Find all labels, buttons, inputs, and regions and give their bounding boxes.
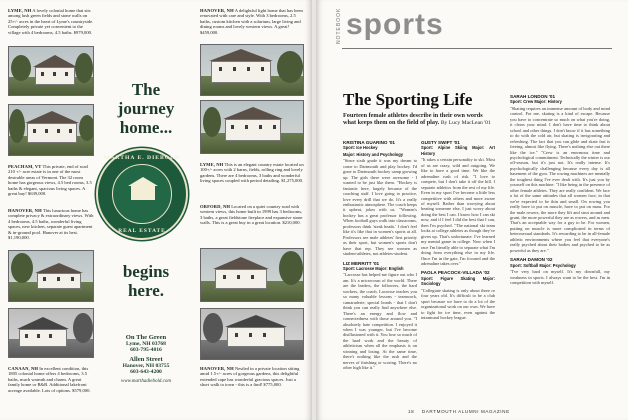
house-photo-peacham (8, 104, 94, 156)
listing-text: This private, end of road 210 +/- acre estate is in one of the most desirable areas of Vermont. The 32 room home has gorgeous views, 4.5 bed rooms, 3.5 baths & elegant, spacious living spaces. A great buy! $639,000. (8, 164, 92, 197)
office1-phone: 603-795-4816 (130, 347, 162, 353)
listing-text: In excellent condition, this 1805 colonial home offers 4 bedrooms, 3.5 baths, much warmth and charm. A great family home or B&B. Additional lakefront acreage available. Lots of options. $579,000. (8, 366, 91, 393)
article-column-3 (510, 92, 610, 404)
headline-word: begins (122, 262, 170, 281)
listing-hanover-2 (8, 208, 94, 240)
athlete-name: LIZ MERRITT '01 (343, 260, 380, 266)
byline: By Lucy MacLean '01 (440, 120, 491, 127)
article-deck (343, 112, 495, 127)
ad-contact (98, 334, 194, 384)
athlete-name: SARAH LONDON '01 (510, 94, 555, 99)
listing-lead: PEACHAM, VT (8, 164, 42, 169)
section-divider (342, 48, 612, 49)
listing-lyme-2 (200, 162, 304, 184)
athlete-quote: "Skating requires an immense amount of body and mind control. For me, skating is a kind of escape. Because you have to concentrate so much on what you're doing, it clears your mind. I don't have time to think about school and other things. I don't know if it has something to do with the cold air, but skating is invigorating and refreshing. The fact that you can glide and skate fast is freeing, almost like flying. There's nothing else out there like the ice." "Crew is an enormous time and psychological commitment. Technically the winter is our off-season, but it's just not. It's really intense. It's psychologically challenging because every day is all basement of the gym. The rowing machines are mentally the toughest thing I've ever dealt with. It's just you by yourself on this machine. "I like being in the presence of other female athletes. They are really confident. We face a lot of the same attitudes that all women face, in that we're expected to be thin and small. On rowing you really have to put on muscle, have to put on mass. For the male rowers, the more they lift and strut around and grunt, the more powerful they are as rowers, and as men. That's an acceptable way for a guy to be. For women, putting on muscle is more complicated in terms of heterosexual standards. It's rewarding to be in all-female athletic environments where you feel that everyone's really psyched about their bodies and psyched to be as powerful as they are." (510, 105, 610, 253)
listing-hanover-1 (200, 8, 304, 35)
ad-page (0, 0, 312, 420)
diebold-seal-logo (96, 148, 188, 240)
listing-lead: HANOVER, NH (8, 208, 42, 213)
athlete-sport: Sport: Softball Major: Psychology (510, 262, 576, 268)
house-photo-lyme-1 (8, 46, 94, 96)
house-photo-hanover-3 (200, 308, 304, 360)
article-title: The Sporting Life (343, 90, 473, 109)
headline-word: The (131, 80, 161, 99)
page-number: 18 (408, 409, 415, 414)
athlete-sport: Sport: Figure Skating Major: Sociology (421, 275, 495, 287)
listing-text: Nestled in a private location sitting amid 1.5+/- acres of gorgeous gardens, this delightful extended cape has wonderful gracious spaces. Just a short walk to town - this is a find! $775,000. (200, 366, 300, 388)
office1-line2: Lyme, NH 03768 (126, 341, 166, 347)
athlete-quote: "Lacrosse has helped me figure out who I am. It's a microcosm of the world. There are the leaders, the followers, the hard workers, the coach. Lacrosse teaches you so many valuable lessons - teamwork, camaraderie, special bonds - that I don't think you can really find anywhere else. There's an energy and flow and connectedness with those around you. "I absolutely hate competition. I enjoyed it when I was younger, but I've become disillusioned with it. You lose so much of the hard work and the beauty of athleticism when all the emphasis is on winning and losing. At the same time, there's nothing like the rush and the nerves of finishing or scoring. There's no other high like it." (343, 272, 417, 371)
deck-text: Fourteen female athletes describe in their own words what keeps them on the field of play. (343, 112, 483, 127)
section-title: sports (346, 8, 444, 41)
listing-text: Located on a quiet country road with western views, this home built in 1999 has 3 bedrooms, 3 baths, a great fieldstone fireplace and expansive stone walls. This is a great buy in a great location. $210,000. (200, 204, 303, 226)
seal-text-top: MARTHA E. DIEBOLD (104, 155, 180, 161)
headline-word: home... (119, 118, 173, 137)
athlete-name: PAOLA PEACOCK-VILLADA '02 (421, 270, 490, 276)
athlete-sport: Sport: Alpine Skiing Major: Art History (421, 145, 495, 156)
house-photo-hanover-1 (200, 44, 304, 96)
listing-text: This is an elegant country estate located on 100+/- acres with 2 barns, fields, rolling ring and lovely gardens. There are 4 bedrooms, 3 baths and wonderful living spaces coupled with period detailing. $1,275,000. (200, 162, 304, 184)
office2-line1: Allen Street (129, 356, 163, 363)
athlete-name: GUSTY SWIFT '01 (421, 140, 460, 145)
headline-word: here. (127, 281, 165, 300)
listing-canaan (8, 366, 94, 393)
office2-phone: 603-643-4200 (130, 369, 162, 375)
listing-text: This luxurious home has complete privacy & extraordinary views. With 4 bedrooms, 4.5 baths, wonderful living spaces, new kitchen, separate guest apartment & in-ground pool. Hanover at its best. $1,190,000. (8, 208, 94, 241)
seal-text-bottom: REAL ESTATE (118, 228, 166, 234)
listing-lead: CANAAN, NH (8, 366, 39, 371)
office2-line2: Hanover, NH 03755 (122, 363, 170, 369)
website-link[interactable]: www.marthadiebold.com (121, 379, 171, 384)
headline-word: journey (117, 99, 175, 118)
listing-lead: LYME, NH (8, 8, 32, 13)
house-photo-canaan (8, 308, 94, 358)
listing-text: A lovely colonial home that sits among lush green fields and stone walls on 25+/- acres in the heart of Lyme's countryside. Completely private yet convenient to the village with 4 bedrooms, 4.5 baths. $979,000. (8, 8, 94, 35)
ad-headline-bottom (96, 262, 196, 300)
athlete-name: KRISTINA GUARINO '01 (343, 140, 395, 145)
article-column-2 (421, 138, 495, 404)
house-photo-hanover-2 (8, 250, 94, 302)
listing-lead: HANOVER, NH (200, 8, 234, 13)
athlete-name: SARAH DAMON '02 (510, 257, 553, 263)
page-folio (408, 409, 510, 414)
listing-lead: HANOVER, NH (200, 366, 234, 371)
listing-orford (200, 204, 304, 226)
athlete-sport: Sport: Crew Major: History (510, 99, 562, 105)
office1-line1: On The Green (125, 334, 167, 341)
athlete-sport: Sport: Lacrosse Major: English (343, 265, 404, 271)
listing-text: A delightful light home that has been renovated with care and style. With 3 bedrooms, 2.5 baths, custom kitchen with a solarium, large living and dining rooms and lovely western views. A great! $459,000. (200, 8, 303, 35)
house-icon (131, 186, 155, 200)
listing-peacham (8, 164, 94, 196)
listing-lead: ORFORD, NH (200, 204, 231, 209)
house-photo-orford (200, 248, 304, 302)
listing-lead: LYME, NH (200, 162, 224, 167)
listing-hanover-3 (200, 366, 304, 388)
athlete-sport: Sport: Ice Hockey (343, 145, 378, 151)
listing-lyme-1 (8, 8, 94, 35)
ad-headline-top (96, 80, 196, 137)
house-photo-lyme-2 (200, 100, 304, 154)
athlete-quote: "Since sixth grade it was my dream to come to Dartmouth and play hockey. I'd gone to Dartmouth hockey camp growing up. The girls there were awesome - I wanted to be just like them. "Hockey is fantastic here, largely because of the coaching staff. I love going to practice, love every drill that we do. It's a really enthusiastic atmosphere. The coach keeps it upbeat, jokes with us. "Women's hockey has a great professor following. When football guys walk into classrooms, professors think 'steak heads.' I don't feel like it's like that in women's sports at all. Professors see male athletes' first priority as their sport, but women's sports don't have that rep. They see women as student-athletes, not athletes-student. (343, 158, 417, 257)
athlete-quote: "It takes a certain personality to ski. Most of us are crazy, wild and outgoing. We like to have a good time. We like the adrenaline rush of risk. "I love to compete, but I don't take it off the hill. I separate athletics from the rest of my life. Even in my sport I've become a little less competitive with others and more aware of myself. Rather than worrying about beating someone else, I just worry about doing the best I can. I know how I can ski now, and if I feel I did the best that I can, then I'm psyched. "The national ski team looks at college athletes as though they've given up. That's unfortunate. I've learned my mental game in college. Now when I race I'm literally able to separate what I'm doing from everything else in my life. Once I'm in the gate, I'm focused and the adrenaline takes over." (421, 157, 495, 266)
magazine-name: DARTMOUTH ALUMNI MAGAZINE (421, 409, 510, 414)
athlete-quote: "I've very hard on myself. It's my downfall, my weakness in sports. I always want to be the best. I'm in competition with myself. (510, 269, 610, 285)
section-label: NOTEBOOK (336, 7, 342, 44)
article-column-1 (343, 138, 417, 404)
athlete-major: Major: History and Psychology (343, 151, 404, 157)
athlete-quote: "Collegiate skating is only about three or four years old. It's difficult to be a club sport because we have to do a lot of the organizational work on our own. We have to fight for ice time, even against the intramural hockey league. (421, 287, 495, 321)
